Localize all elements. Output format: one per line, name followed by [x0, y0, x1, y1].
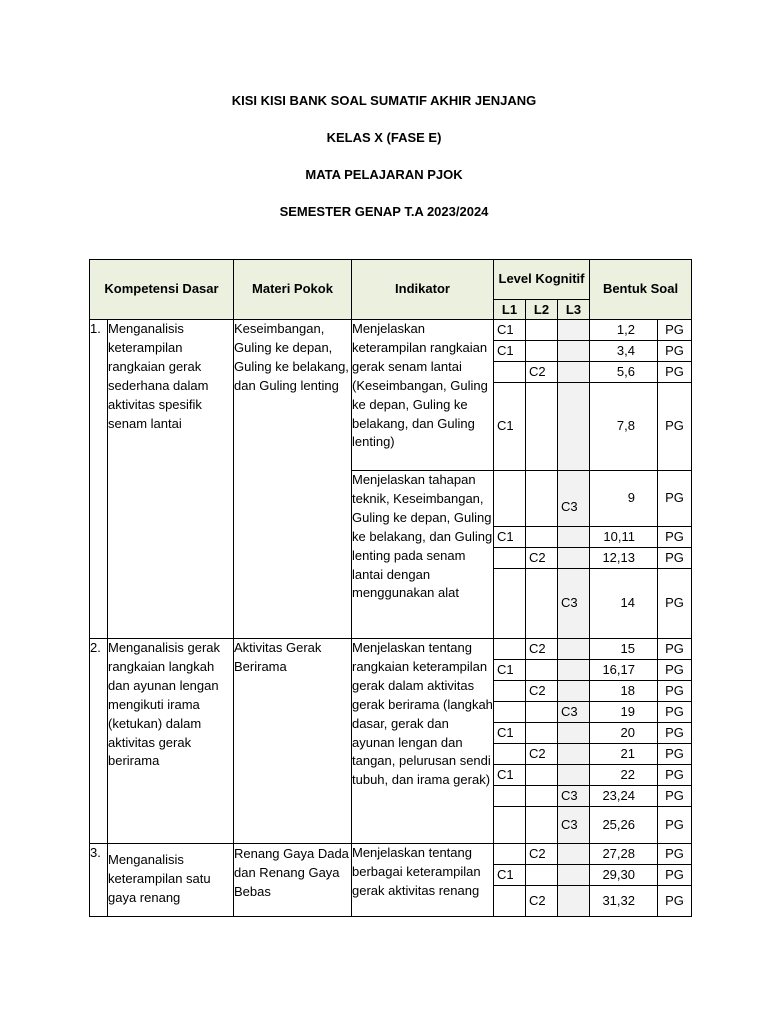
level-l1	[494, 886, 526, 917]
level-l1	[494, 702, 526, 723]
nomor-soal: 18	[590, 681, 658, 702]
level-l3: C3	[558, 569, 590, 639]
doc-title: KISI KISI BANK SOAL SUMATIF AKHIR JENJANG	[231, 93, 537, 108]
class-title: KELAS X (FASE E)	[326, 130, 442, 145]
level-l2: C2	[526, 844, 558, 865]
nomor-soal: 7,8	[590, 383, 658, 471]
level-l3	[558, 765, 590, 786]
nomor-soal: 20	[590, 723, 658, 744]
level-l2	[526, 807, 558, 844]
level-l2	[526, 341, 558, 362]
nomor-soal: 12,13	[590, 548, 658, 569]
level-l1: C1	[494, 765, 526, 786]
level-l3	[558, 865, 590, 886]
subject-title: MATA PELAJARAN PJOK	[305, 167, 463, 182]
level-l1	[494, 548, 526, 569]
bentuk-soal: PG	[658, 744, 692, 765]
level-l1: C1	[494, 383, 526, 471]
level-l3: C3	[558, 786, 590, 807]
nomor-soal: 22	[590, 765, 658, 786]
level-l2: C2	[526, 744, 558, 765]
level-l2	[526, 786, 558, 807]
level-l1	[494, 807, 526, 844]
table-row	[90, 639, 692, 660]
nomor-soal: 25,26	[590, 807, 658, 844]
level-l2	[526, 765, 558, 786]
level-l1	[494, 844, 526, 865]
level-l2: C2	[526, 886, 558, 917]
level-l3	[558, 744, 590, 765]
nomor-soal: 1,2	[590, 320, 658, 341]
kompetensi-dasar-cell: Menganalisis keterampilan satu gaya renang	[108, 844, 234, 917]
header-kompetensi-dasar: Kompetensi Dasar	[90, 260, 234, 320]
level-l1: C1	[494, 865, 526, 886]
level-l2: C2	[526, 362, 558, 383]
level-l3: C3	[558, 807, 590, 844]
level-l3: C3	[558, 702, 590, 723]
bentuk-soal: PG	[658, 886, 692, 917]
level-l2	[526, 383, 558, 471]
indikator-cell: Menjelaskan tahapan teknik, Keseimbangan, Guling ke depan, Guling ke belakang, dan Guling lenting pada senam lantai dengan menggunakan alat	[352, 471, 494, 639]
bentuk-soal: PG	[658, 660, 692, 681]
level-l1	[494, 569, 526, 639]
row-number: 1.	[90, 320, 108, 639]
bentuk-soal: PG	[658, 320, 692, 341]
row-number: 2.	[90, 639, 108, 844]
level-l3	[558, 723, 590, 744]
table-row	[90, 320, 692, 341]
nomor-soal: 27,28	[590, 844, 658, 865]
level-l1: C1	[494, 320, 526, 341]
level-l3	[558, 471, 590, 527]
level-l2: C2	[526, 548, 558, 569]
kompetensi-dasar-cell: Menganalisis gerak rangkaian langkah dan ayunan lengan mengikuti irama (ketukan) dalam aktivitas gerak berirama	[108, 639, 234, 844]
nomor-soal: 10,11	[590, 527, 658, 548]
indikator-cell: Menjelaskan tentang berbagai keterampilan gerak aktivitas renang	[352, 844, 494, 917]
bentuk-soal: PG	[658, 639, 692, 660]
level-l2	[526, 723, 558, 744]
bentuk-soal: PG	[658, 362, 692, 383]
bentuk-soal: PG	[658, 786, 692, 807]
header-indikator: Indikator	[352, 260, 494, 320]
level-l1: C1	[494, 527, 526, 548]
table-row	[90, 844, 692, 865]
row-number: 3.	[90, 844, 108, 917]
indikator-cell: Menjelaskan tentang rangkaian keterampilan gerak dalam aktivitas gerak berirama (langkah dasar, gerak dan ayunan lengan dan tangan, pelurusan sendi tubuh, dan irama gerak)	[352, 639, 494, 844]
bentuk-soal: PG	[658, 569, 692, 639]
level-l3	[558, 527, 590, 548]
level-l2	[526, 702, 558, 723]
level-l3	[558, 320, 590, 341]
header-level-kognitif: Level Kognitif	[494, 260, 590, 300]
level-l3	[558, 886, 590, 917]
bentuk-soal: PG	[658, 527, 692, 548]
indikator-cell: Menjelaskan keterampilan rangkaian gerak senam lantai (Keseimbangan, Guling ke depan, Guling ke belakang, dan Guling lenting)	[352, 320, 494, 471]
level-l2	[526, 660, 558, 681]
level-l3	[558, 383, 590, 471]
materi-pokok-cell: Aktivitas Gerak Berirama	[234, 639, 352, 844]
level-l3	[558, 548, 590, 569]
level-l2: C2	[526, 681, 558, 702]
kompetensi-dasar-cell: Menganalisis keterampilan rangkaian gerak sederhana dalam aktivitas spesifik senam lantai	[108, 320, 234, 639]
level-l2	[526, 320, 558, 341]
level-l1	[494, 681, 526, 702]
materi-pokok-cell: Renang Gaya Dada dan Renang Gaya Bebas	[234, 844, 352, 917]
bentuk-soal: PG	[658, 471, 692, 527]
nomor-soal: 9	[590, 471, 658, 527]
level-l2	[526, 569, 558, 639]
nomor-soal: 14	[590, 569, 658, 639]
nomor-soal: 31,32	[590, 886, 658, 917]
level-l3	[558, 639, 590, 660]
nomor-soal: 23,24	[590, 786, 658, 807]
nomor-soal: 29,30	[590, 865, 658, 886]
bentuk-soal: PG	[658, 844, 692, 865]
header-l1: L1	[494, 300, 526, 320]
nomor-soal: 5,6	[590, 362, 658, 383]
level-l1: C1	[494, 341, 526, 362]
bentuk-soal: PG	[658, 765, 692, 786]
header-bentuk-soal: Bentuk Soal	[590, 260, 692, 320]
bentuk-soal: PG	[658, 681, 692, 702]
bentuk-soal: PG	[658, 383, 692, 471]
level-l1	[494, 362, 526, 383]
nomor-soal: 15	[590, 639, 658, 660]
level-l1: C1	[494, 723, 526, 744]
level-l1	[494, 471, 526, 527]
level-l1	[494, 639, 526, 660]
header-materi-pokok: Materi Pokok	[234, 260, 352, 320]
header-l3: L3	[558, 300, 590, 320]
level-l2: C2	[526, 639, 558, 660]
level-l3	[558, 362, 590, 383]
nomor-soal: 16,17	[590, 660, 658, 681]
level-l3	[558, 660, 590, 681]
level-l2	[526, 527, 558, 548]
nomor-soal: 19	[590, 702, 658, 723]
level-l2	[526, 865, 558, 886]
level-l3-value: C3	[561, 499, 578, 515]
level-l2	[526, 471, 558, 527]
level-l3	[558, 681, 590, 702]
materi-pokok-cell: Keseimbangan, Guling ke depan, Guling ke belakang, dan Guling lenting	[234, 320, 352, 639]
semester-title: SEMESTER GENAP T.A 2023/2024	[279, 204, 489, 219]
nomor-soal: 3,4	[590, 341, 658, 362]
level-l1: C1	[494, 660, 526, 681]
level-l1	[494, 786, 526, 807]
bentuk-soal: PG	[658, 702, 692, 723]
header-l2: L2	[526, 300, 558, 320]
level-l3	[558, 844, 590, 865]
bentuk-soal: PG	[658, 807, 692, 844]
nomor-soal: 21	[590, 744, 658, 765]
bentuk-soal: PG	[658, 865, 692, 886]
kisi-kisi-table	[89, 259, 692, 917]
bentuk-soal: PG	[658, 723, 692, 744]
level-l3	[558, 341, 590, 362]
level-l1	[494, 744, 526, 765]
bentuk-soal: PG	[658, 341, 692, 362]
bentuk-soal: PG	[658, 548, 692, 569]
